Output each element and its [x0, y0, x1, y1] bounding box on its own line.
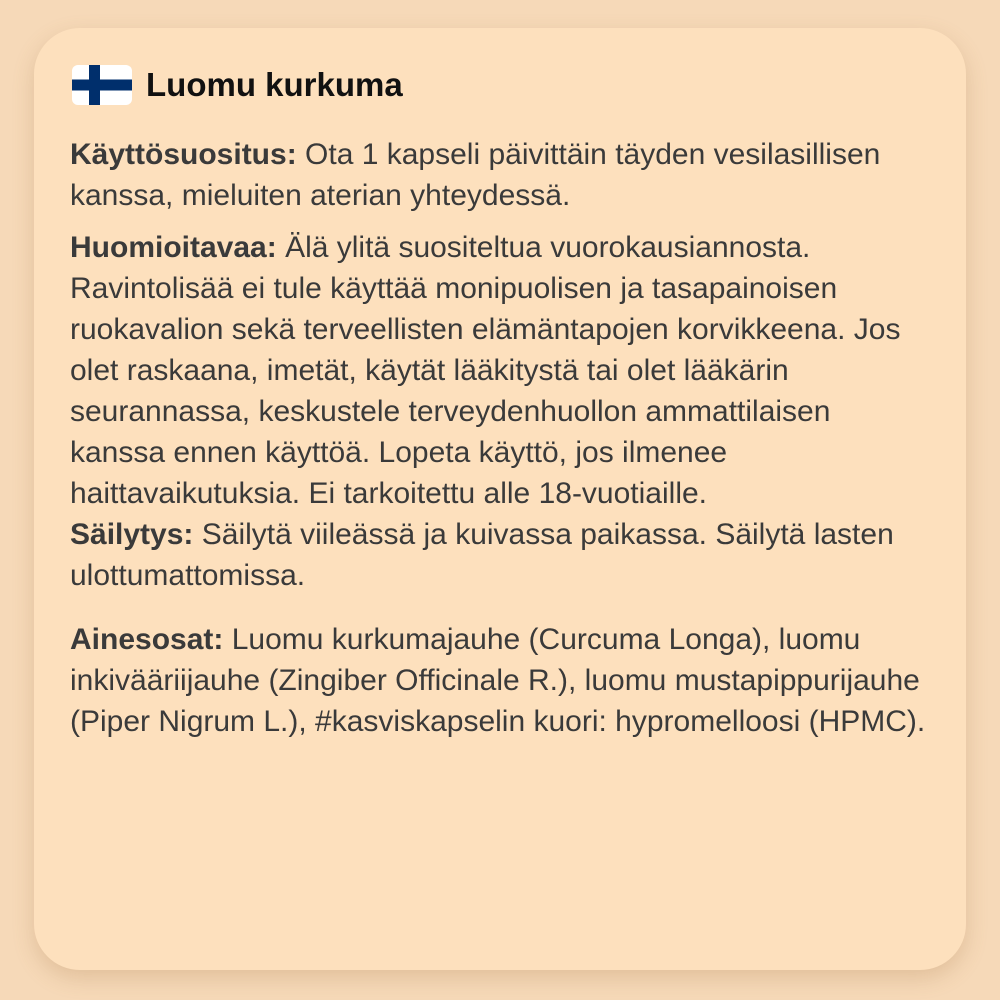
ingredients-text: Luomu kurkumajauhe (Curcuma Longa), luomu inkivääriijauhe (Zingiber Officinale R.), luomu mustapippurijauhe (Piper Nigrum L.), #kasviskapselin kuori: hypromelloosi (HPMC).: [70, 623, 926, 738]
finland-flag-icon: [72, 65, 132, 105]
card-header: [72, 64, 930, 106]
warnings-label: Huomioitavaa:: [70, 231, 277, 264]
usage-section: [70, 134, 930, 216]
info-card: [34, 28, 966, 970]
ingredients-section: [70, 619, 930, 742]
storage-text: Säilytä viileässä ja kuivassa paikassa. Säilytä lasten ulottumattomissa.: [70, 518, 894, 592]
usage-text: Ota 1 kapseli päivittäin täyden vesilasillisen kanssa, mieluiten aterian yhteydessä.: [70, 138, 881, 212]
storage-label: Säilytys:: [70, 518, 194, 551]
storage-section: [70, 514, 930, 596]
ingredients-label: Ainesosat:: [70, 623, 224, 656]
usage-label: Käyttösuositus:: [70, 138, 297, 171]
product-title: Luomu kurkuma: [146, 66, 403, 103]
warnings-text: Älä ylitä suositeltua vuorokausiannosta. Ravintolisää ei tule käyttää monipuolisen ja tasapainoisen ruokavalion sekä terveellisten elämäntapojen korvikkeena. Jos olet raskaana, imetät, käytät lääkitystä tai olet lääkärin seurannassa, keskustele terveydenhuollon ammattilaisen kanssa ennen käyttöä. Lopeta käyttö, jos ilmenee haittavaikutuksia. Ei tarkoitettu alle 18-vuotiaille.: [70, 231, 901, 510]
warnings-section: [70, 227, 930, 514]
